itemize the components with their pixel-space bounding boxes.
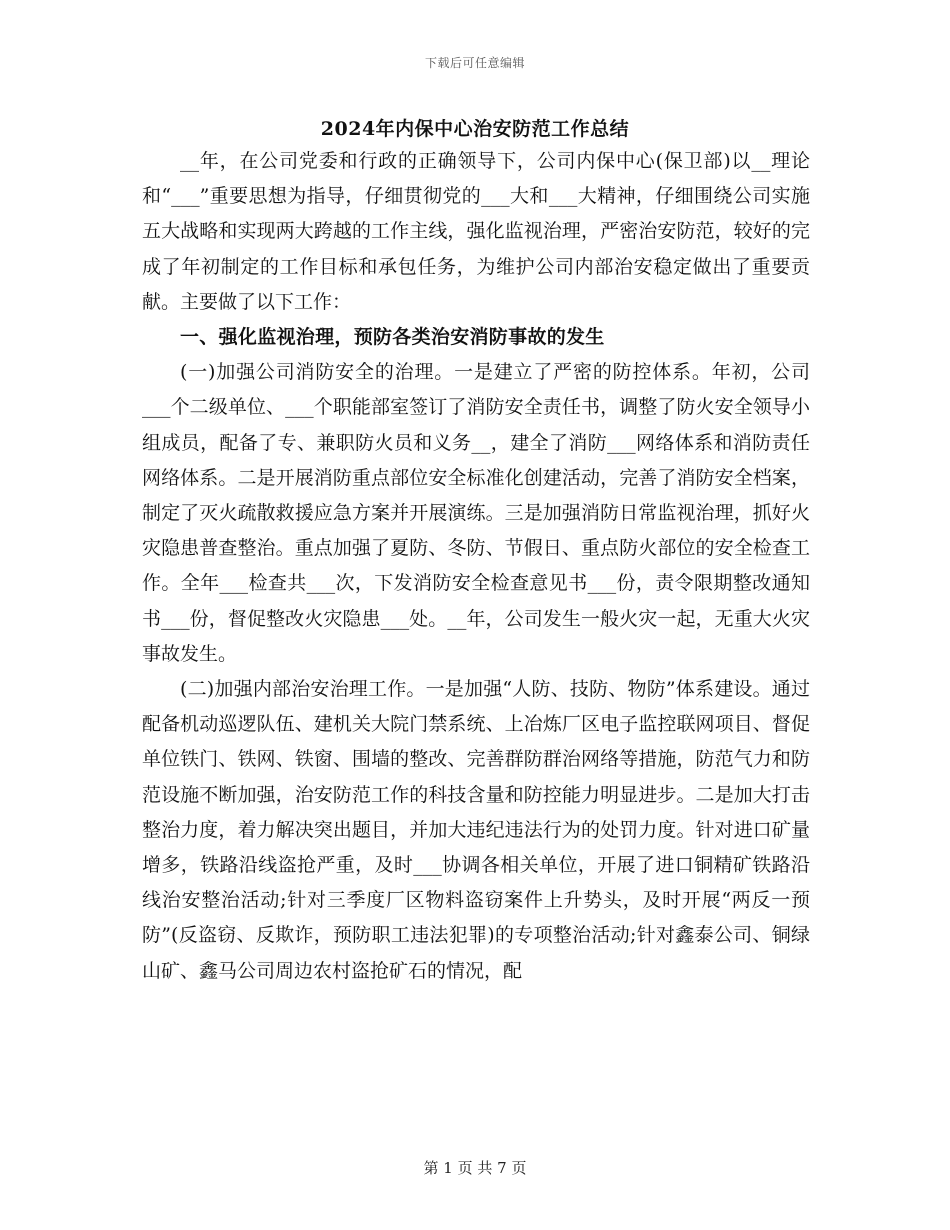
- header-note: 下载后可任意编辑: [424, 56, 525, 70]
- document-title: 2024年内保中心治安防范工作总结: [320, 118, 630, 140]
- fire-safety-paragraph: (一)加强公司消防安全的治理。一是建立了严密的防控体系。年初，公司___个二级单位、___个职能部室签订了消防安全责任书，调整了防火安全领导小组成员，配备了专、兼职防火员和义务__，建全了消防___网络体系和消防责任网络体系。二是开展消防重点部位安全标准化创建活动，完善了消防安全档案，制定了灭火疏散救援应急方案并开展演练。三是加强消防日常监视治理，抓好火灾隐患普查整治。重点加强了夏防、冬防、节假日、重点防火部位的安全检查工作。全年___检查共___次，下发消防安全检查意见书___份，责令限期整改通知书___份，督促整改火灾隐患___处。__年，公司发生一般火灾一起，无重大火灾事故发生。: [142, 361, 810, 665]
- section-heading: 一、强化监视治理，预防各类治安消防事故的发生: [180, 326, 605, 349]
- document-body: [142, 144, 810, 989]
- page-number: 第 1 页 共 7 页: [423, 1159, 527, 1177]
- security-paragraph: (二)加强内部治安治理工作。一是加强“人防、技防、物防”体系建设。通过配备机动巡逻队伍、建机关大院门禁系统、上冶炼厂区电子监控联网项目、督促单位铁门、铁网、铁窗、围墙的整改、完善群防群治网络等措施，防范气力和防范设施不断加强，治安防范工作的科技含量和防控能力明显进步。二是加大打击整治力度，着力解决突出题目，并加大违纪违法行为的处罚力度。针对进口矿量增多，铁路沿线盗抢严重，及时___协调各相关单位，开展了进口铜精矿铁路沿线治安整治活动;针对三季度厂区物料盗窃案件上升势头，及时开展“两反一预防”(反盗窃、反欺诈，预防职工违法犯罪)的专项整治活动;针对鑫泰公司、铜绿山矿、鑫马公司周边农村盗抢矿石的情况，配: [142, 678, 810, 982]
- intro-paragraph: __年，在公司党委和行政的正确领导下，公司内保中心(保卫部)以__理论和“___”重要思想为指导，仔细贯彻党的___大和___大精神，仔细围绕公司实施五大战略和实现两大跨越的工作主线，强化监视治理，严密治安防范，较好的完成了年初制定的工作目标和承包任务，为维护公司内部治安稳定做出了重要贡献。主要做了以下工作：: [142, 150, 810, 313]
